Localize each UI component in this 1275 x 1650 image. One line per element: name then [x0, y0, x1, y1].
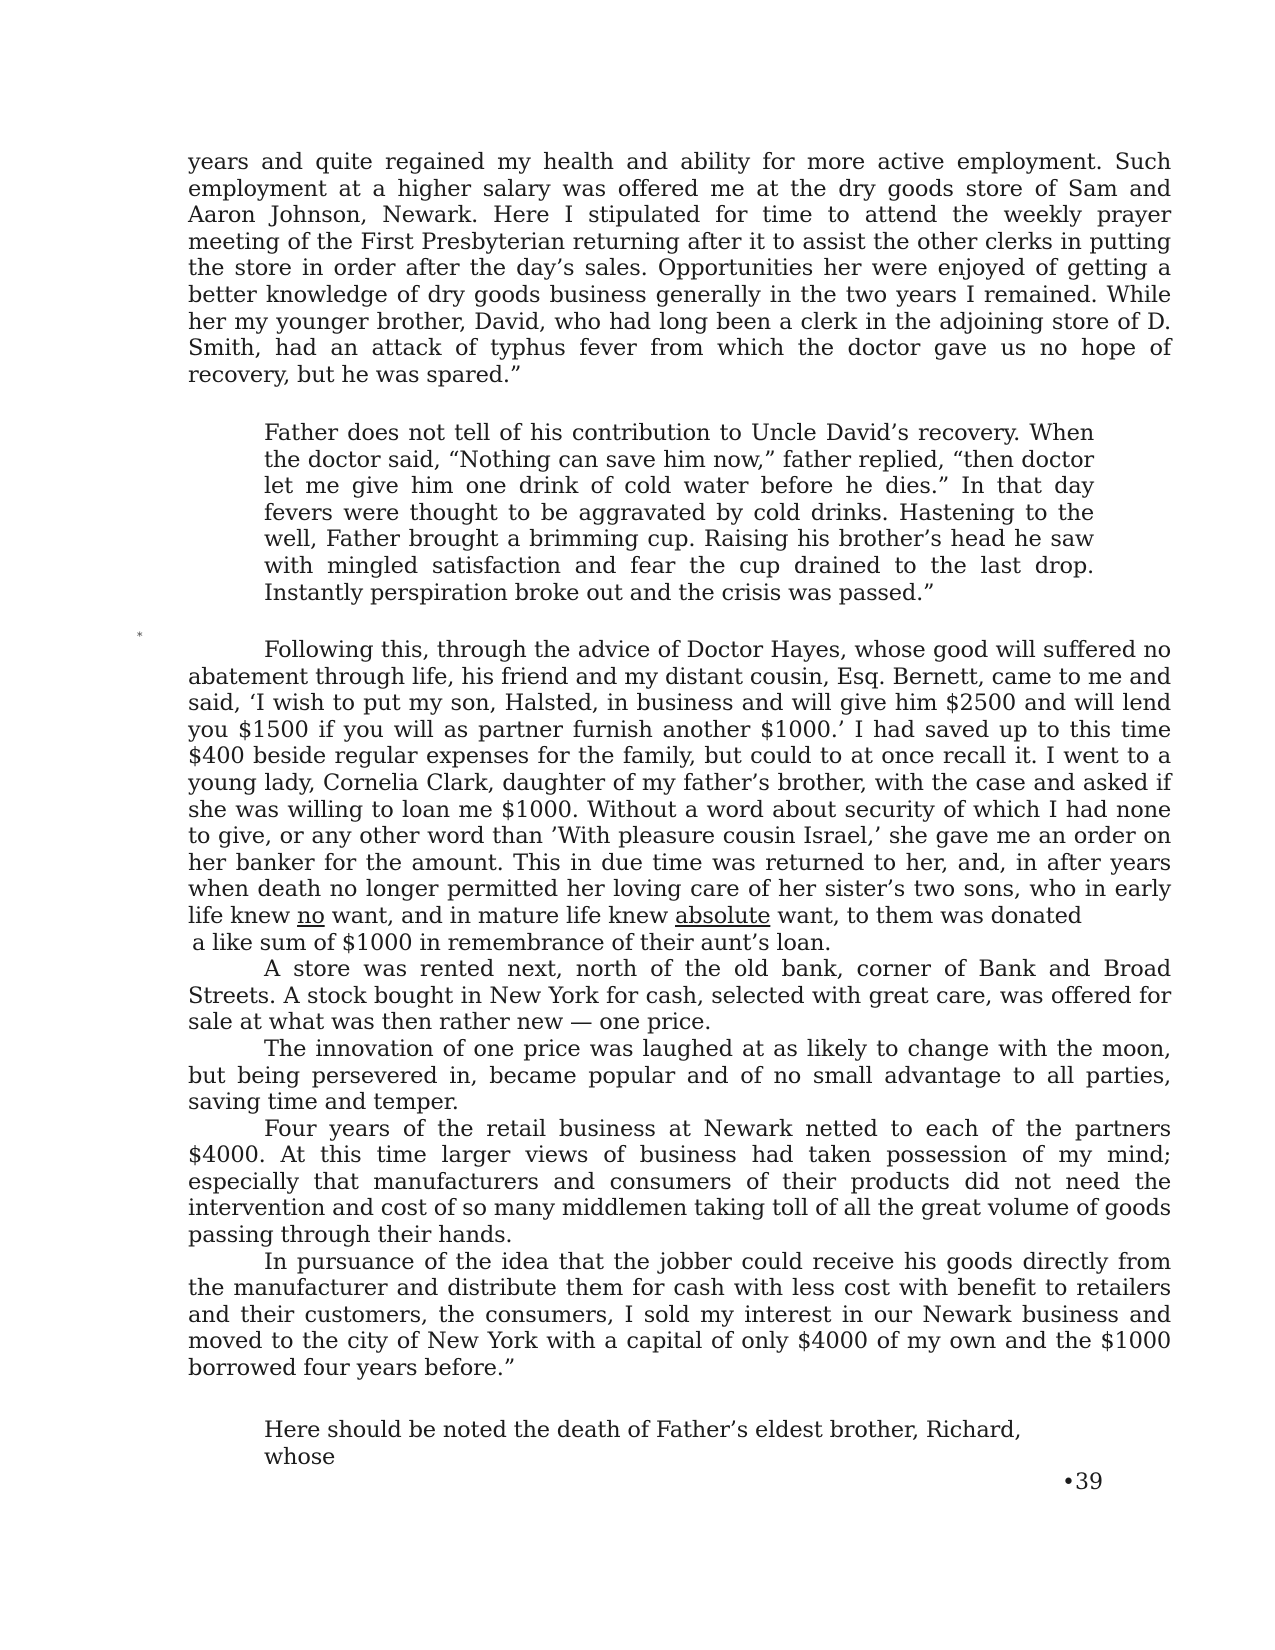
underlined-absolute: absolute: [675, 902, 771, 929]
paragraph-one-price: The innovation of one price was laughed at as likely to change with the moon, but being persevered in, became popular and of no small advantage to all parties, saving time and temper.: [188, 1035, 1171, 1116]
underlined-no: no: [297, 902, 325, 929]
paragraph-loan-text-c: want, to them was donated: [770, 902, 1082, 929]
paragraph-store: A store was rented next, north of the old bank, corner of Bank and Broad Streets. A stock bought in New York for cash, selected with great care, was offered for sale at what was then rather new — one price.: [188, 956, 1171, 1036]
paragraph-loan: [188, 637, 1171, 930]
paragraph-loan-text-a: Following this, through the advice of Doctor Hayes, whose good will suffered no abatement through life, his friend and my distant cousin, Esq. Bernett, came to me and said, ‘I wish to put my son, Halsted, in business and will give him $2500 and will lend you $1500 if you will as partner furnish another $1000.’ I had saved up to this time $400 beside regular expenses for the family, but could to at once recall it. I went to a young lady, Cornelia Clark, daughter of my father’s brother, with the case and asked if she was willing to loan me $1000. Without a word about security of which I had none to give, or any other word than ’With pleasure cousin Israel,’ she gave me an order on her banker for the amount. This in due time was returned to her, and, in after years when death no longer permitted her loving care of her sister’s two sons, who in early life knew: [188, 637, 1171, 929]
paragraph-richard: Here should be noted the death of Father’s eldest brother, Richard, whose: [264, 1417, 1022, 1470]
block-quote: Father does not tell of his contribution to Uncle David’s recovery. When the doctor said, “Nothing can save him now,” father replied, “then doctor let me give him one drink of cold water before he dies.” In that day fevers were thought to be aggravated by cold drinks. Hastening to the well, Father brought a brimming cup. Raising his brother’s head he saw with mingled satisfaction and fear the cup drained to the last drop. Instantly perspiration broke out and the crisis was passed.”: [264, 420, 1094, 606]
paragraph-loan-sum-line: a like sum of $1000 in remembrance of their aunt’s loan.: [192, 929, 832, 956]
margin-mark: *: [137, 630, 143, 643]
paragraph-retail: Four years of the retail business at Newark netted to each of the partners $4000. At this time larger views of business had taken possession of my mind; especially that manufacturers and consumers of their products did not need the intervention and cost of so many middlemen taking toll of all the great volume of goods passing through their hands.: [188, 1115, 1171, 1249]
paragraph-loan-text-b: want, and in mature life knew: [324, 902, 675, 929]
paragraph-jobber: In pursuance of the idea that the jobber could receive his goods directly from the manufacturer and distribute them for cash with less cost with benefit to retailers and their customers, the consumers, I sold my interest in our Newark business and moved to the city of New York with a capital of only $4000 of my own and the $1000 borrowed four years before.”: [188, 1248, 1171, 1382]
page-number: •39: [1062, 1470, 1103, 1495]
main-body: [188, 637, 1171, 1382]
paragraph-continued: years and quite regained my health and ability for more active employment. Such employment at a higher salary was offered me at the dry goods store of Sam and Aaron Johnson, Newark. Here I stipulated for time to attend the weekly prayer meeting of the First Presbyterian returning after it to assist the other clerks in putting the store in order after the day’s sales. Opportunities her were enjoyed of getting a better knowledge of dry goods business generally in the two years I remained. While her my younger brother, David, who had long been a clerk in the adjoining store of D. Smith, had an attack of typhus fever from which the doctor gave us no hope of recovery, but he was spared.”: [188, 149, 1171, 388]
